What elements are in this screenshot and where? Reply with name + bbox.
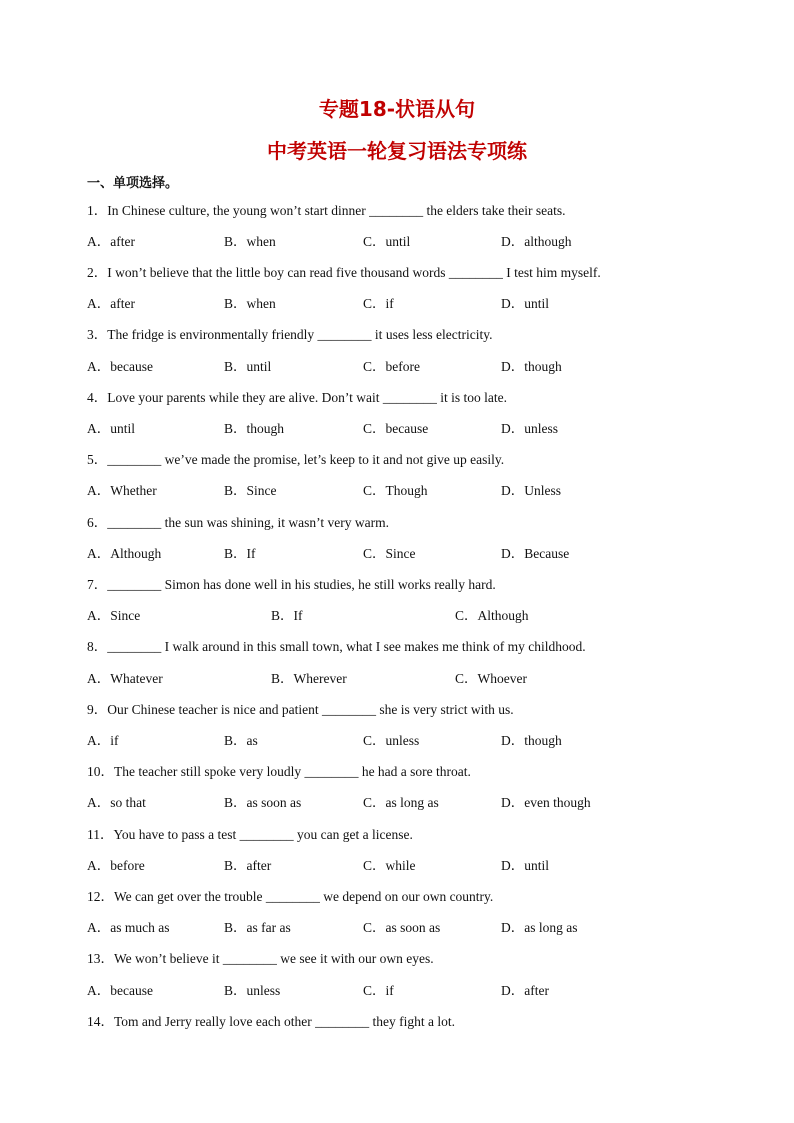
option-b: B．until bbox=[224, 359, 272, 374]
option-a: A．until bbox=[87, 421, 136, 436]
option-b: B．unless bbox=[224, 983, 281, 998]
option-b: B．though bbox=[224, 421, 285, 436]
option-b: B．when bbox=[224, 296, 276, 311]
option-a: A．as much as bbox=[87, 920, 170, 935]
page-subtitle: 中考英语一轮复习语法专项练 bbox=[267, 139, 527, 163]
option-c: C．because bbox=[363, 421, 429, 436]
question-text: 11．You have to pass a test ________ you can get a license. bbox=[87, 827, 413, 842]
option-d: D．Unless bbox=[501, 483, 561, 498]
question-text: 6．________ the sun was shining, it wasn’t very warm. bbox=[87, 515, 389, 530]
option-b: B．when bbox=[224, 234, 276, 249]
option-b: B．after bbox=[224, 858, 272, 873]
option-a: A．after bbox=[87, 296, 135, 311]
option-a: A．before bbox=[87, 858, 145, 873]
question-text: 14．Tom and Jerry really love each other ________ they fight a lot. bbox=[87, 1014, 455, 1029]
option-b: B．as bbox=[224, 733, 258, 748]
option-a: A．because bbox=[87, 359, 153, 374]
section-heading: 一、单项选择。 bbox=[87, 176, 179, 191]
option-b: B．If bbox=[271, 608, 303, 623]
option-c: C．Since bbox=[363, 546, 416, 561]
option-d: D．unless bbox=[501, 421, 558, 436]
option-a: A．after bbox=[87, 234, 135, 249]
option-d: D．though bbox=[501, 359, 562, 374]
option-d: D．although bbox=[501, 234, 572, 249]
option-b: B．Since bbox=[224, 483, 277, 498]
page-title: 专题18-状语从句 bbox=[318, 97, 476, 121]
question-text: 1．In Chinese culture, the young won’t start dinner ________ the elders take their seats. bbox=[87, 203, 566, 218]
option-b: B．Wherever bbox=[271, 671, 347, 686]
question-text: 9．Our Chinese teacher is nice and patient ________ she is very strict with us. bbox=[87, 702, 514, 717]
option-a: A．so that bbox=[87, 795, 146, 810]
option-a: A．if bbox=[87, 733, 119, 748]
question-text: 5．________ we’ve made the promise, let’s keep to it and not give up easily. bbox=[87, 452, 505, 467]
option-d: D．though bbox=[501, 733, 562, 748]
option-c: C．if bbox=[363, 983, 394, 998]
option-d: D．until bbox=[501, 296, 550, 311]
option-c: C．Though bbox=[363, 483, 428, 498]
option-a: A．because bbox=[87, 983, 153, 998]
question-text: 7．________ Simon has done well in his studies, he still works really hard. bbox=[87, 577, 496, 592]
option-b: B．If bbox=[224, 546, 256, 561]
option-d: D．as long as bbox=[501, 920, 578, 935]
question-text: 3．The fridge is environmentally friendly ________ it uses less electricity. bbox=[87, 327, 493, 342]
option-c: C．Whoever bbox=[455, 671, 527, 686]
question-text: 8．________ I walk around in this small town, what I see makes me think of my childhood. bbox=[87, 639, 586, 654]
option-a: A．Whatever bbox=[87, 671, 163, 686]
option-b: B．as far as bbox=[224, 920, 291, 935]
option-d: D．even though bbox=[501, 795, 591, 810]
option-c: C．before bbox=[363, 359, 420, 374]
option-d: D．until bbox=[501, 858, 550, 873]
option-d: D．after bbox=[501, 983, 549, 998]
option-d: D．Because bbox=[501, 546, 570, 561]
question-text: 12．We can get over the trouble ________ we depend on our own country. bbox=[87, 889, 494, 904]
option-c: C．as long as bbox=[363, 795, 439, 810]
question-text: 4．Love your parents while they are alive. Don’t wait ________ it is too late. bbox=[87, 390, 508, 405]
option-a: A．Although bbox=[87, 546, 162, 561]
option-a: A．Whether bbox=[87, 483, 157, 498]
question-text: 2．I won’t believe that the little boy can read five thousand words ________ I test him myself. bbox=[87, 265, 601, 280]
option-b: B．as soon as bbox=[224, 795, 302, 810]
question-text: 10．The teacher still spoke very loudly ________ he had a sore throat. bbox=[87, 764, 471, 779]
option-c: C．unless bbox=[363, 733, 420, 748]
option-c: C．as soon as bbox=[363, 920, 441, 935]
option-c: C．while bbox=[363, 858, 416, 873]
option-c: C．until bbox=[363, 234, 411, 249]
option-a: A．Since bbox=[87, 608, 141, 623]
option-c: C．if bbox=[363, 296, 394, 311]
option-c: C．Although bbox=[455, 608, 529, 623]
question-text: 13．We won’t believe it ________ we see it with our own eyes. bbox=[87, 951, 434, 966]
